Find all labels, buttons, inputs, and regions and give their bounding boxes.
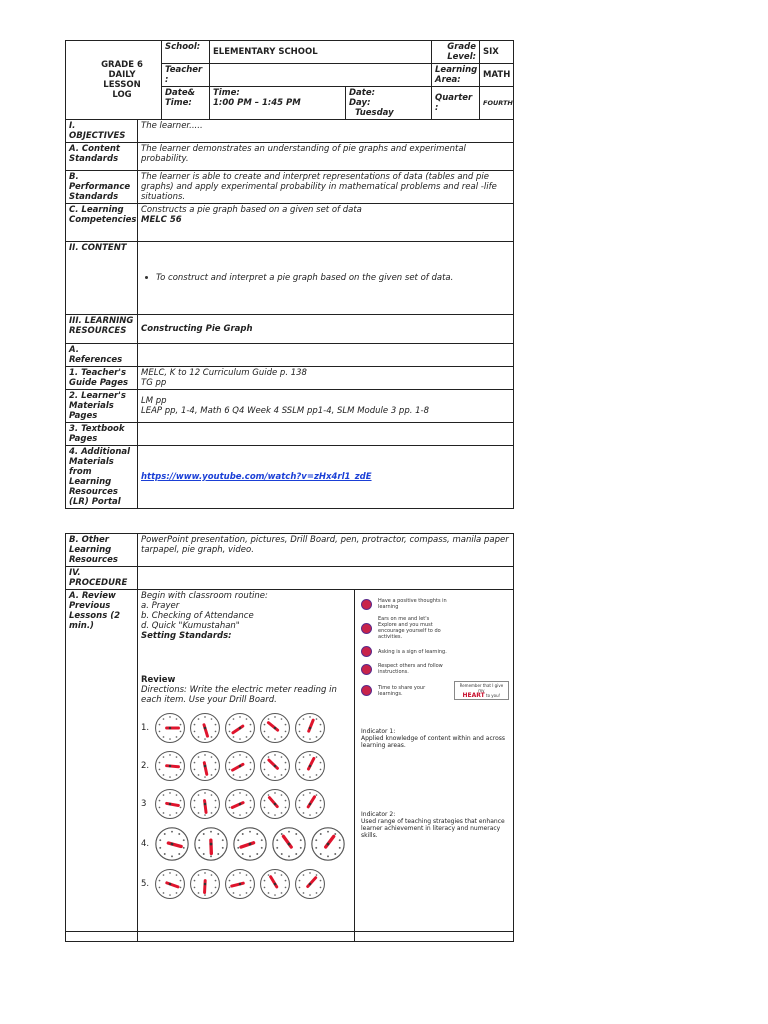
school-value: ELEMENTARY SCHOOL — [210, 41, 432, 64]
routine-title: Begin with classroom routine: — [141, 591, 268, 601]
content-value: To construct and interpret a pie graph based on the given set of data. — [138, 242, 514, 315]
meter-number: 1. — [141, 723, 150, 733]
empty-cell — [66, 932, 138, 942]
standard-text: Respect others and follow instructions. — [378, 663, 443, 675]
objectives-label: I. OBJECTIVES — [66, 120, 138, 143]
meter-dial-icon — [188, 867, 222, 901]
performance-standards-label: B. Performance Standards — [66, 171, 138, 204]
meter-dial-icon — [309, 825, 347, 863]
meter-dial-icon — [188, 711, 222, 745]
meter-dial-icon — [188, 787, 222, 821]
meter-dial-icon — [192, 825, 230, 863]
electric-meters — [141, 711, 351, 901]
teachers-guide-value: MELC, K to 12 Curriculum Guide p. 138 TG pp — [138, 367, 514, 390]
additional-materials-label: 4. Additional Materials from Learning Resources (LR) Portal — [66, 446, 138, 509]
meter-dial-icon — [258, 711, 292, 745]
content-standards-value: The learner demonstrates an understanding of pie graphs and experimental probability. — [138, 143, 514, 171]
learning-area-value: MATH — [480, 64, 514, 87]
meter-dial-icon — [153, 749, 187, 783]
date-time-label: Date& Time: — [162, 87, 210, 120]
routine-item: d. Quick "Kumustahan" — [141, 621, 240, 631]
learning-area-label: Learning Area: — [432, 64, 480, 87]
content-label: II. CONTENT — [66, 242, 138, 315]
bullet-dot-icon — [361, 685, 372, 696]
meter-dial-icon — [153, 825, 191, 863]
meter-dial-icon — [231, 825, 269, 863]
youtube-link[interactable]: https://www.youtube.com/watch?v=zHx4rl1_zdE — [141, 472, 372, 482]
standard-item — [361, 681, 509, 700]
routine-item: b. Checking of Attendance — [141, 611, 254, 621]
heart-line: to you! — [486, 693, 501, 698]
textbook-value — [138, 423, 514, 446]
meter-number: 4. — [141, 839, 150, 849]
setting-standards-title: Setting Standards: — [141, 631, 232, 641]
meter-dial-icon — [223, 867, 257, 901]
meter-dial-icon — [293, 749, 327, 783]
meter-dial-icon — [293, 711, 327, 745]
competencies-label: C. Learning Competencies — [66, 204, 138, 242]
standard-item — [361, 616, 509, 640]
dll-title: GRADE 6 DAILY LESSON LOG — [66, 41, 162, 120]
meter-dial-icon — [153, 867, 187, 901]
textbook-label: 3. Textbook Pages — [66, 423, 138, 446]
school-label: School: — [162, 41, 210, 64]
bullet-dot-icon — [361, 599, 372, 610]
references-label: A. References — [66, 344, 138, 367]
meter-row — [141, 787, 351, 821]
standard-text: Ears on me and let's Explore and you must encourage yourself to do activities. — [378, 616, 441, 640]
routine-item: a. Prayer — [141, 601, 180, 611]
meter-dial-icon — [223, 787, 257, 821]
standards-list — [361, 598, 509, 700]
meter-row — [141, 867, 351, 901]
meter-row — [141, 825, 351, 863]
teachers-guide-label: 1. Teacher's Guide Pages — [66, 367, 138, 390]
other-resources-value: PowerPoint presentation, pictures, Drill Board, pen, protractor, compass, manila paper tarpapel, pie graph, video. — [138, 534, 514, 567]
review-title: Review — [141, 675, 176, 685]
meter-dial-icon — [188, 749, 222, 783]
performance-standards-value: The learner is able to create and interpret representations of data (tables and pie graphs) and apply experimental probability in mathematical problems and real -life situations. — [138, 171, 514, 204]
heart-word: HEART — [462, 692, 485, 699]
standard-item — [361, 646, 509, 657]
bullet-icon — [145, 276, 148, 279]
meter-dial-icon — [293, 867, 327, 901]
bullet-dot-icon — [361, 646, 372, 657]
standards-and-indicators — [355, 590, 514, 932]
meter-dial-icon — [258, 867, 292, 901]
teacher-label: Teacher : — [162, 64, 210, 87]
meter-number: 2. — [141, 761, 150, 771]
learners-materials-value: LM pp LEAP pp, 1-4, Math 6 Q4 Week 4 SSLM pp1-4, SLM Module 3 pp. 1-8 — [138, 390, 514, 423]
other-resources-label: B. Other Learning Resources — [66, 534, 138, 567]
meter-row — [141, 749, 351, 783]
meter-dial-icon — [258, 787, 292, 821]
grade-level-label: Grade Level: — [432, 41, 480, 64]
standard-text: Time to share your learnings. — [378, 684, 426, 697]
dll-table-page1 — [65, 40, 514, 509]
teacher-value — [210, 64, 432, 87]
bullet-dot-icon — [361, 623, 372, 634]
meter-dial-icon — [153, 787, 187, 821]
review-directions: Directions: Write the electric meter reading in each item. Use your Drill Board. — [141, 685, 337, 705]
learning-resources-label: III. LEARNING RESOURCES — [66, 315, 138, 344]
quarter-value: FOURTH — [480, 87, 514, 120]
heart-reminder — [454, 681, 509, 700]
meter-dial-icon — [258, 749, 292, 783]
references-value — [138, 344, 514, 367]
competencies-value: Constructs a pie graph based on a given set of data MELC 56 — [138, 204, 514, 242]
date-cell: Date: Day: Tuesday — [346, 87, 432, 120]
meter-number: 5. — [141, 879, 150, 889]
meter-dial-icon — [270, 825, 308, 863]
empty-cell — [138, 932, 355, 942]
empty-cell — [355, 932, 514, 942]
bullet-dot-icon — [361, 664, 372, 675]
standard-item — [361, 663, 509, 675]
standard-item — [361, 598, 509, 610]
meter-dial-icon — [223, 749, 257, 783]
standard-text: Have a positive thoughts in learning — [378, 598, 447, 610]
additional-materials-value — [138, 446, 514, 509]
grade-level-value: SIX — [480, 41, 514, 64]
indicator-1: Indicator 1: Applied knowledge of content within and across learning areas. — [361, 728, 505, 749]
standard-text: Asking is a sign of learning. — [378, 648, 447, 655]
meter-number: 3 — [141, 799, 147, 809]
indicator-2: Indicator 2: Used range of teaching strategies that enhance learner achievement in literacy and numeracy skills. — [361, 811, 505, 839]
quarter-label: Quarter : — [432, 87, 480, 120]
meter-dial-icon — [153, 711, 187, 745]
time-cell: Time: 1:00 PM – 1:45 PM — [210, 87, 346, 120]
meter-dial-icon — [293, 787, 327, 821]
meter-dial-icon — [223, 711, 257, 745]
content-standards-label: A. Content Standards — [66, 143, 138, 171]
learners-materials-label: 2. Learner's Materials Pages — [66, 390, 138, 423]
review-content — [138, 590, 355, 932]
procedure-value — [138, 567, 514, 590]
dll-table-page2 — [65, 533, 514, 942]
procedure-label: IV. PROCEDURE — [66, 567, 138, 590]
meter-row — [141, 711, 351, 745]
review-lessons-label: A. Review Previous Lessons (2 min.) — [66, 590, 138, 932]
learning-resources-value: Constructing Pie Graph — [138, 315, 514, 344]
heart-line: Remember that I give my — [459, 683, 504, 693]
objectives-value: The learner..... — [138, 120, 514, 143]
